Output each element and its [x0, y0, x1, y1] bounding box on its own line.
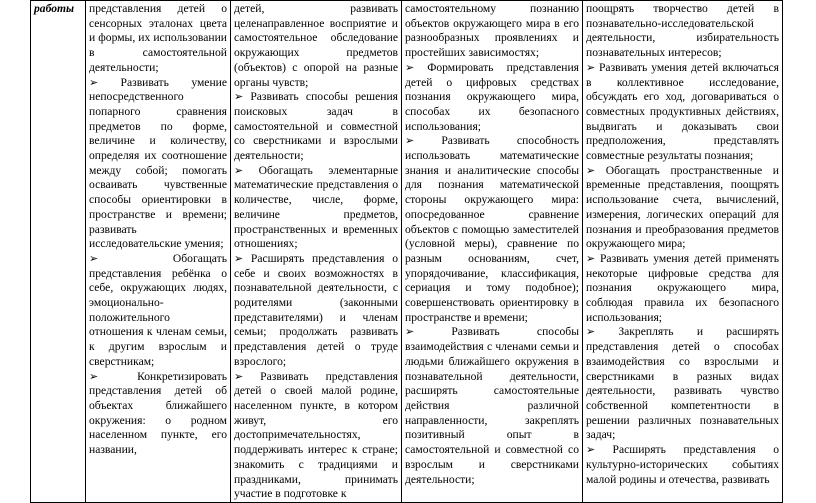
table-cell-col-1	[86, 1, 231, 503]
bullet-paragraph: ➢ Развивать способность использовать математические знания и аналитические способы для познания математической стороны окружающего мира: опосредованное сравнение объектов с помощью заместителей (условной меры), сравнение по разным основаниям, счет, упорядочивание, классификация, сериация и тому подобное); совершенствовать ориентировку в пространстве и времени;	[405, 134, 579, 325]
bullet-paragraph: ➢ Расширять представления о культурно-исторических событиях малой родины и отечества, развивать	[586, 443, 779, 487]
text-paragraph: самостоятельному познанию объектов окружающего мира в его разнообразных проявлениях и простейших зависимостях;	[405, 2, 579, 60]
table-cell-col-3	[402, 1, 583, 503]
bullet-paragraph: ➢ Развивать способы решения поисковых задач в самостоятельной и совместной со сверстниками и взрослыми деятельности;	[234, 90, 398, 164]
bullet-paragraph: ➢ Развивать способы взаимодействия с членами семьи и людьми ближайшего окружения в познавательной деятельности, расширять самостоятельные действия различной направленности, закреплять позитивный опыт в самостоятельной и совместной со взрослым и сверстниками деятельности;	[405, 325, 579, 487]
bullet-paragraph: ➢ Развивать представления детей о своей малой родине, населенном пункте, в котором живут, его достопримечательностях, поддерживать интерес к стране; знакомить с традициями и праздниками, принимать участие в подготовке к	[234, 370, 398, 502]
bullet-paragraph: ➢ Развивать умения детей включаться в коллективное исследование, обсуждать его ход, договариваться о совместных продуктивных действиях, выдвигать и доказывать свои предположения, представлять совместные результаты познания;	[586, 61, 779, 164]
curriculum-table	[30, 0, 783, 503]
text-paragraph: представления детей о сенсорных эталонах цвета и формы, их использовании в самостоятельной деятельности;	[89, 2, 227, 74]
bullet-paragraph: ➢ Расширять представления о себе и своих возможностях в познавательной деятельности, с родителями (законными представителями) и членам семьи; продолжать развивать представления детей о труде взрослого;	[234, 252, 398, 370]
bullet-paragraph: ➢ Обогащать пространственные и временные представления, поощрять использование счета, вычислений, измерения, логических операций для познания и преобразования предметов окружающего мира;	[586, 164, 779, 252]
bullet-paragraph: ➢ Закреплять и расширять представления детей о способах взаимодействия со взрослыми и сверстниками в разных видах деятельности, развивать чувство собственной компетентности в решении различных познавательных задач;	[586, 325, 779, 443]
bullet-paragraph: ➢ Обогащать представления ребёнка о себе, окружающих людях, эмоционально-положительного отношения к членам семьи, к другим взрослым и сверстникам;	[89, 252, 227, 370]
bullet-paragraph: ➢ Развивать умения детей применять некоторые цифровые средства для познания окружающего мира, соблюдая правила их безопасного использования;	[586, 252, 779, 326]
table-cell-col-2	[231, 1, 402, 503]
table-row	[31, 1, 783, 503]
text-paragraph: детей, развивать целенаправленное восприятие и самостоятельное обследование окружающих предметов (объектов) с опорой на разные органы чувств;	[234, 2, 398, 89]
table-cell-col-4	[583, 1, 783, 503]
row-header-cell: работы	[31, 1, 86, 503]
text-paragraph: поощрять творчество детей в познавательно-исследовательской деятельности, избирательность познавательных интересов;	[586, 2, 779, 60]
bullet-paragraph: ➢ Развивать умение непосредственного попарного сравнения предметов по форме, величине и количеству, определяя их соотношение между собой; помогать осваивать чувственные способы ориентировки в пространстве и времени; развивать исследовательские умения;	[89, 76, 227, 252]
bullet-paragraph: ➢ Конкретизировать представления детей об объектах ближайшего окружения: о родном населенном пункте, его названии,	[89, 370, 227, 458]
bullet-paragraph: ➢ Формировать представления детей о цифровых средствах познания окружающего мира, способах их безопасного использования;	[405, 61, 579, 135]
bullet-paragraph: ➢ Обогащать элементарные математические представления о количестве, числе, форме, величине предметов, пространственных и временных отношениях;	[234, 164, 398, 252]
